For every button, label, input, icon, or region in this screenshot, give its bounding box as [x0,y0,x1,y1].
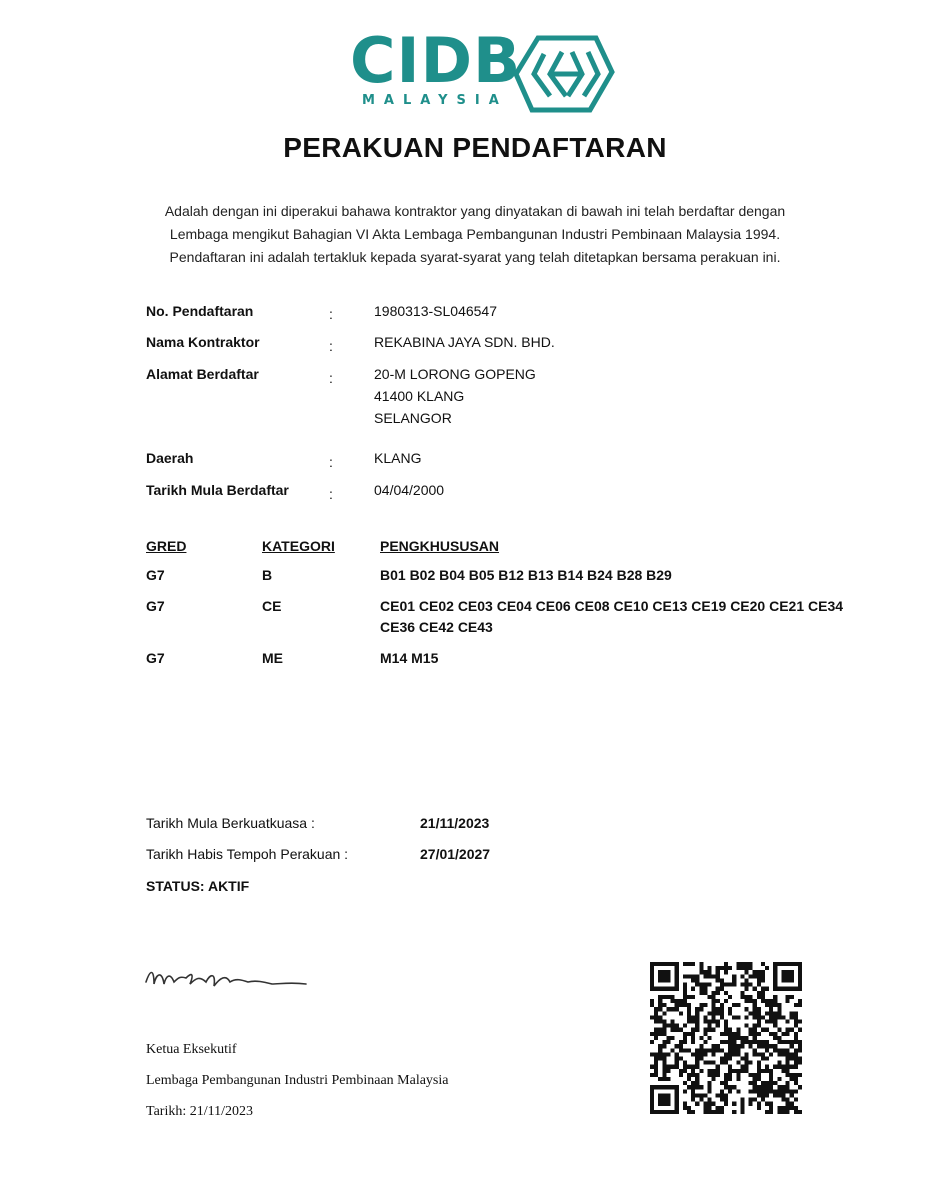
status-text: STATUS: AKTIF [146,878,250,894]
address-label: Alamat Berdaftar [146,366,259,382]
signature-icon [140,960,320,1000]
expiry-date-value: 27/01/2027 [420,846,491,862]
effective-date-label: Tarikh Mula Berkuatkuasa : [146,815,315,831]
logo-mark-icon [510,34,615,114]
colon: : [329,486,333,502]
specialisation-cell [380,596,900,638]
signatory-title: Ketua Eksekutif [146,1042,237,1057]
logo-wordmark: CIDB [350,24,522,97]
category-cell: CE [262,598,282,614]
start-date-label: Tarikh Mula Berdaftar [146,482,289,498]
grade-cell: G7 [146,650,165,666]
colon: : [329,370,333,386]
start-date-value: 04/04/2000 [374,482,445,498]
address-line: 20-M LORONG GOPENG [374,366,536,382]
category-cell: B [262,567,273,583]
address-line: SELANGOR [374,410,452,426]
district-label: Daerah [146,450,194,466]
signatory-date: Tarikh: 21/11/2023 [146,1104,253,1119]
page-title: PERAKUAN PENDAFTARAN [283,132,667,163]
address-line: 41400 KLANG [374,388,465,404]
qr-code-icon [650,962,802,1114]
colon: : [329,454,333,470]
registration-no-value: 1980313-SL046547 [374,303,498,319]
signatory-organisation: Lembaga Pembangunan Industri Pembinaan Malaysia [146,1073,449,1088]
district-value: KLANG [374,450,422,466]
logo-subtitle: MALAYSIA [362,93,508,108]
contractor-name-value: REKABINA JAYA SDN. BHD. [374,334,555,350]
specialisation-cell: B01 B02 B04 B05 B12 B13 B14 B24 B28 B29 [380,567,672,583]
category-header: KATEGORI [262,538,335,554]
intro-line: Lembaga mengikut Bahagian VI Akta Lembaga Pembangunan Industri Pembinaan Malaysia 1994. [169,226,781,242]
colon: : [329,338,333,354]
expiry-date-label: Tarikh Habis Tempoh Perakuan : [146,846,349,862]
intro-paragraph [120,200,830,269]
intro-line: Adalah dengan ini diperakui bahawa kontraktor yang dinyatakan di bawah ini telah berdaftar dengan [164,203,786,219]
specialisation-cell: M14 M15 [380,650,439,666]
cidb-logo [350,24,620,120]
grade-cell: G7 [146,567,165,583]
grade-cell: G7 [146,598,165,614]
specialisation-header: PENGKHUSUSAN [380,538,500,554]
category-cell: ME [262,650,283,666]
intro-line: Pendaftaran ini adalah tertakluk kepada syarat-syarat yang telah ditetapkan bersama perakuan ini. [169,249,781,265]
contractor-name-label: Nama Kontraktor [146,334,260,350]
address-value [374,363,536,429]
effective-date-value: 21/11/2023 [420,815,490,831]
specialisation-line: CE01 CE02 CE03 CE04 CE06 CE08 CE10 CE13 CE19 CE20 CE21 CE34 [380,598,844,614]
specialisation-line: CE36 CE42 CE43 [380,619,493,635]
registration-no-label: No. Pendaftaran [146,303,254,319]
grade-header: GRED [146,538,187,554]
colon: : [329,306,333,322]
